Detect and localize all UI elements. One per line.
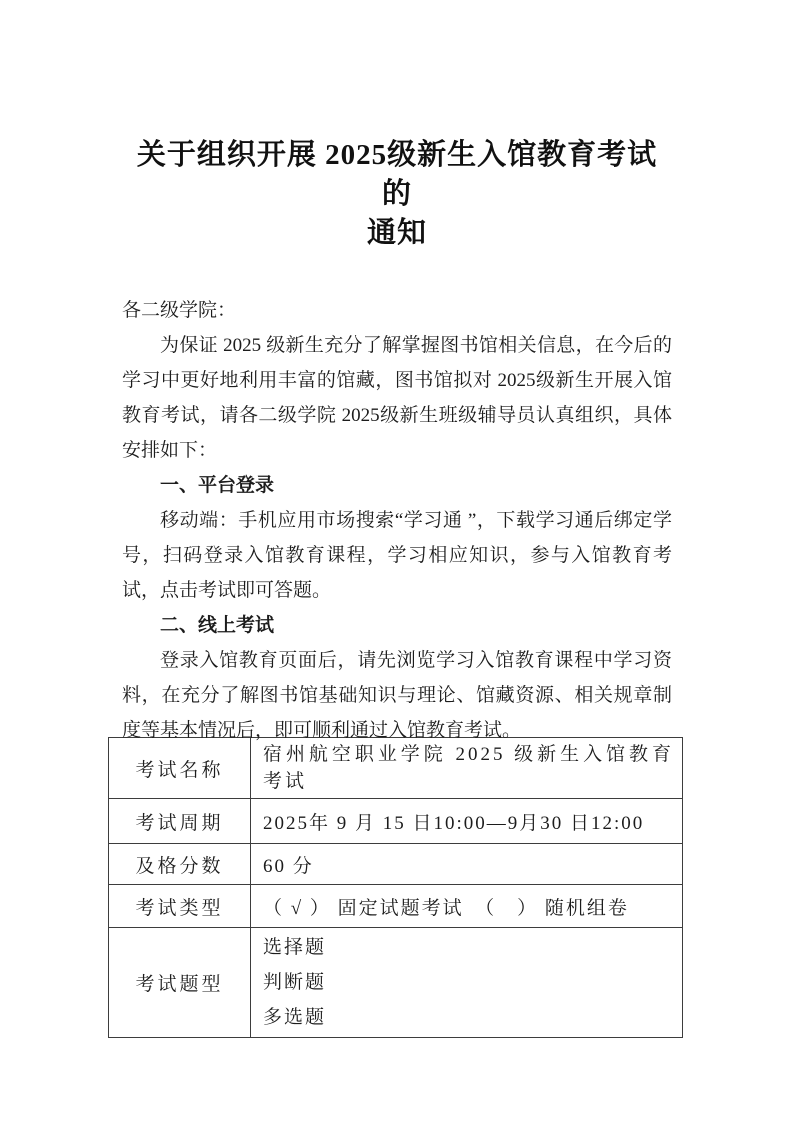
table-row-exam-period	[109, 799, 683, 844]
question-type-item: 多选题	[263, 1007, 327, 1028]
exam-type-label: 考试类型	[109, 885, 251, 928]
section2-heading: 二、线上考试	[160, 615, 275, 636]
intro-paragraph: 为保证 2025 级新生充分了解掌握图书馆相关信息，在今后的学习中更好地利用丰富的馆藏，图书馆拟对 2025级新生开展入馆教育考试，请各二级学院 2025级新生班级辅导员认真组织，具体安排如下：	[122, 335, 672, 461]
question-type-item: 判断题	[263, 972, 327, 993]
table-row-pass-score	[109, 844, 683, 885]
exam-name-value: 宿州航空职业学院 2025 级新生入馆教育考试	[251, 738, 683, 799]
section2-paragraph: 登录入馆教育页面后，请先浏览学习入馆教育课程中学习资料，在充分了解图书馆基础知识与理论、馆藏资源、相关规章制度等基本情况后，即可顺利通过入馆教育考试。	[122, 650, 672, 741]
section1-heading: 一、平台登录	[160, 475, 275, 496]
document-title	[122, 136, 672, 253]
exam-period-value: 2025年 9 月 15 日10:00—9月30 日12:00	[251, 799, 683, 844]
document-content	[122, 136, 672, 1038]
question-type-item: 选择题	[263, 937, 327, 958]
salutation: 各二级学院：	[122, 300, 237, 321]
exam-type-value: （ √ ） 固定试题考试 （ ） 随机组卷	[251, 885, 683, 928]
exam-period-label: 考试周期	[109, 799, 251, 844]
document-title-line2: 通知	[366, 217, 427, 249]
document-title-line1: 关于组织开展 2025级新生入馆教育考试的	[136, 139, 658, 210]
exam-name-label: 考试名称	[109, 738, 251, 799]
pass-score-label: 及格分数	[109, 844, 251, 885]
question-types-value	[251, 928, 683, 1038]
exam-info-table	[108, 737, 683, 1038]
table-row-question-types	[109, 928, 683, 1038]
table-row-exam-type	[109, 885, 683, 928]
pass-score-value: 60 分	[251, 844, 683, 885]
section1-paragraph: 移动端：手机应用市场搜索“学习通 ”，下载学习通后绑定学号，扫码登录入馆教育课程，学习相应知识，参与入馆教育考试，点击考试即可答题。	[122, 510, 672, 601]
question-types-label: 考试题型	[109, 928, 251, 1038]
